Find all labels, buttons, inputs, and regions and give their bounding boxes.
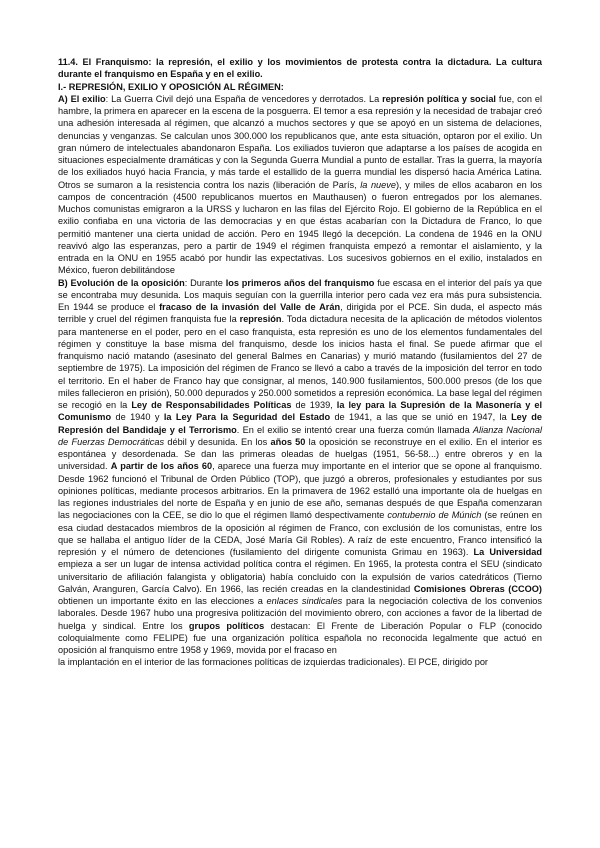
italic-run: Alianza Nacional de Fuerzas Democráticas	[58, 424, 543, 447]
text-run: . En el exilio se intentó crear una fuerza común llamada	[236, 424, 473, 435]
bold-run: Ley de Represión del Bandidaje y el Terrorismo	[58, 412, 542, 435]
italic-run: contubernio de Múnich	[387, 510, 482, 521]
paragraph-exilio-label: A) El exilio	[58, 93, 106, 104]
bold-run: Ley de Responsabilidades Políticas	[131, 400, 292, 410]
bold-run: represión política y social	[382, 93, 496, 104]
bold-run: la ley para la Supresión de la Masonería y el Comunismo	[58, 400, 543, 423]
italic-run: la nueve	[360, 179, 396, 190]
text-run: destacan: El Frente de Liberación Popular o FLP (conocido coloquialmente como FELIPE) fue una organización política española no reconocida legalmente que actuó en oposición al franquismo entre 1958 y 1969, movida por el fracaso en	[58, 620, 542, 655]
text-run: de 1939,	[291, 400, 337, 410]
text-run: . Toda dictadura necesita de la aplicación de métodos violentos para mantenerse en el poder, pero en el caso franquista, esta represión es uno de los elementos fundamentales del régimen y constituye la base misma del franquismo, desde los inicios hasta el final. Se puede afirmar que el franquismo nació matando (asesinato del general Balmes en Canarias) y murió matando (fusilamientos del 27 de septiembre de 1975). La imposición del régimen de Franco se llevó a cabo a través de la imposición del terror en todo el territorio. En el haber de Franco hay que consignar, al menos, 140.900 fusilamientos, 500.000 presos (de los que miles fallecieron en prisión), 50.000 depurados y 250.000 sometidos a represión económica. La base legal del régimen se recogió en la	[58, 314, 542, 410]
bold-run: los primeros años del franquismo	[225, 277, 375, 288]
bold-run: fracaso de la invasión del Valle de Arán	[159, 302, 341, 312]
italic-run: enlaces sindicales	[266, 596, 343, 606]
bold-run: represión	[239, 314, 282, 325]
text-run: , aparece una fuerza muy importante en el interior que se opone al franquismo. Desde 1962 funcionó el Tribunal de Orden Público (TOP), que juzgó a obreros, profesionales y estudiantes por sus opiniones políticas, mediante procesos arbitrarios. En la primavera de 1962 estalló una importante ola de huelgas en las regiones industriales del norte de España y en junio de ese año, semanas después de que España comenzaran las negociaciones con la CEE, se dio lo que el régimen llamó despectivamente	[58, 461, 542, 521]
text-run: empieza a ser un lugar de intensa actividad política contra el régimen. En 1965, la protesta contra el SEU (sindicato universitario de afiliación falangista y obligatoria) había concluido con la expulsión de varios catedráticos (Tierno Galván, Aranguren, García Calvo). En 1966, las recién creadas en la clandestinidad	[58, 559, 542, 594]
text-run: para la negociación colectiva de los convenios laborales. Desde 1967 hubo una progresiva politización del movimiento obrero, con acciones a favor de la libertad de huelga y sindical. Entre los	[58, 596, 542, 631]
text-run: de 1940 y	[111, 412, 164, 423]
text-run: de 1941, a las que se unió en 1947, la	[330, 412, 512, 423]
bold-run: Comisiones Obreras (CCOO)	[413, 583, 542, 594]
text-run: fue escasa en el interior del país ya que se encontraba muy desunida. Los maquis seguían con la guerrilla interior pero cada vez era más pura subsistencia. En 1944 se produce el	[58, 277, 543, 312]
paragraph-oposicion-label: B) Evolución de la oposición	[58, 277, 185, 288]
bold-run: A partir de los años 60	[110, 461, 213, 472]
text-run: ), y miles de ellos acabaron en los campos de concentración (4500 republicanos muertos en Mauthausen) o fueron entregados por los alemanes. Muchos comunistas emigraron a la URSS y lucharon en las filas del Ejército Rojo. El gobierno de la República en el exilio confiaba en una victoria de las democracias y en que éstas acabarían con la Dictadura de Franco, lo que permitió mantener una cierta unidad de acción. Pero en 1945 llegó la decepción. La condena de 1946 en la ONU reavivó algo las esperanzas, pero a partir de 1949 el régimen franquista empezó a remontar el aislamiento, y la entrada en la ONU en 1955 acabó por hundir las expectativas. Los sucesivos gobiernos en el exilio, instalados en México, fueron debilitándose	[58, 179, 543, 276]
bold-run: la Ley Para la Seguridad del Estado	[163, 412, 331, 423]
bold-run: La Universidad	[473, 547, 542, 557]
section-heading: I.- REPRESIÓN, EXILIO Y OPOSICIÓN AL RÉGIMEN:	[58, 81, 284, 92]
bold-run: grupos políticos	[188, 620, 265, 631]
text-run: (se reúnen en esa ciudad destacados miembros de la oposición al régimen de Franco, con exclusión de los comunistas, entre los que se hallaba el antiguo líder de la CEDA, José María Gil Robles). A raíz de este encuentro, Franco intensificó la represión y el número de detenciones (fusilamiento del dirigente comunista Grimau en 1963).	[58, 510, 542, 557]
text-run: : La Guerra Civil dejó una España de vencedores y derrotados. La	[105, 93, 383, 104]
text-run: : Durante	[184, 277, 226, 288]
text-run: la oposición se reconstruye en el exilio. En el interior es espontánea y desordenada. Se dan las primeras oleadas de huelgas (1951, 56-58...) entre obreros y en la universidad.	[58, 436, 542, 472]
document-title: 11.4. El Franquismo: la represión, el exilio y los movimientos de protesta contra la dictadura. La cultura durante el franquismo en España y en el exilio.	[58, 57, 542, 80]
text-run: fue, con el hambre, la primera en aparecer en la escena de la posguerra. El temor a esa represión y la necesidad de trabajar creó una adhesión interesada al régimen, que alcanzó a muchos sectores y que se apoyó en un sistema de delaciones, denuncias y venganzas. Se calculan unos 300.000 los republicanos que, ante esta situación, optaron por el exilio. Un gran número de intelectuales abandonaron España. Los exiliados tuvieron que adaptarse a los países de acogida en situaciones especialmente dramáticas y con la Segunda Guerra Mundial a punto de estallar. Tras la guerra, la mayoría de los exiliados huyó hacia Francia, y más tarde el estallido de la guerra mundial les dispersó hacia América Latina. Otros se sumaron a la resistencia contra los nazis (liberación de París,	[58, 93, 542, 190]
paragraph-oposicion	[58, 277, 542, 657]
paragraph-continuation: la implantación en el interior de las formaciones políticas de izquierdas tradicionales). El PCE, dirigido por	[58, 657, 488, 668]
paragraph-exilio	[58, 93, 542, 277]
text-run: débil y desunida. En los	[164, 436, 271, 447]
bold-run: años 50	[270, 436, 306, 447]
text-run: , dirigida por el PCE. Sin duda, el aspecto más terrible y cruel del régimen franquista fue la	[58, 302, 542, 325]
text-run: obtienen un importante éxito en las elecciones a	[58, 596, 267, 606]
document-page	[58, 56, 542, 669]
